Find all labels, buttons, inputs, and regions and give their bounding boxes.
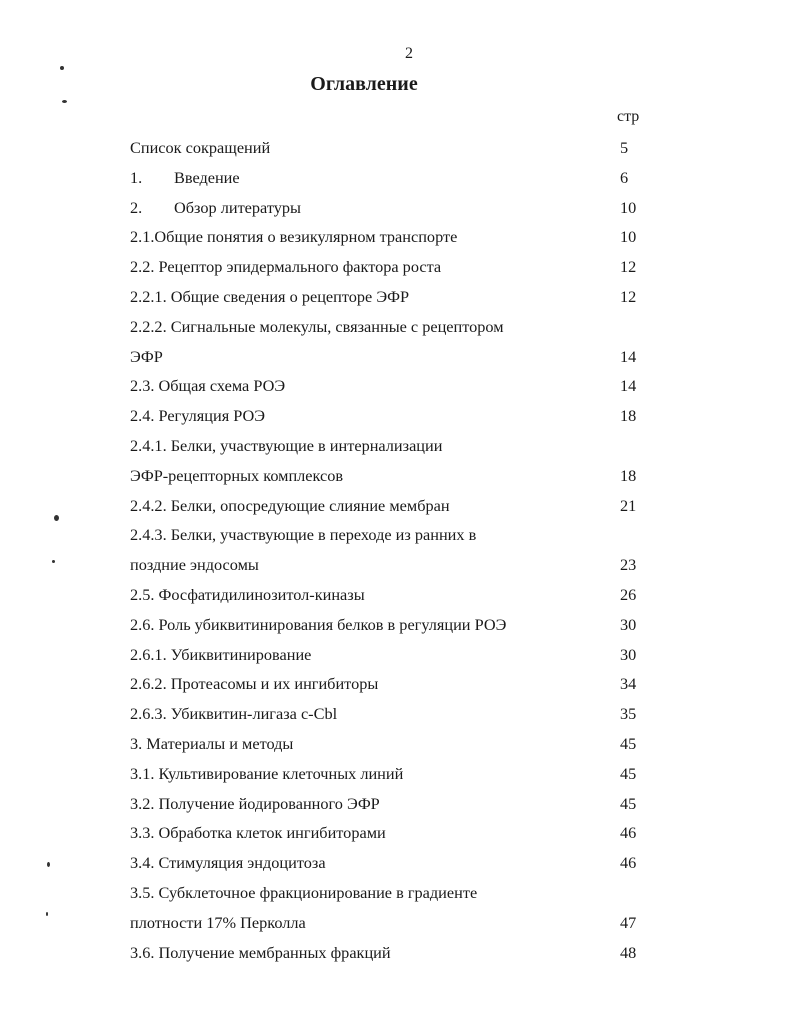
toc-entry	[130, 282, 650, 312]
toc-entry-page: 23	[620, 555, 637, 575]
toc-entry-page: 10	[620, 197, 637, 217]
toc-entry-number: 2.	[130, 197, 143, 217]
toc-entry	[130, 938, 650, 968]
toc-entry-title: Введение	[174, 167, 240, 187]
toc-entry-title: 2.4.3. Белки, участвующие в переходе из ранних в	[130, 525, 477, 545]
page-column-label: стр	[617, 108, 640, 125]
toc-entry-title: 2.3. Общая схема РОЭ	[130, 376, 286, 396]
toc-entry-page: 26	[620, 584, 637, 604]
toc-entry	[130, 610, 650, 640]
toc-entry	[130, 729, 650, 759]
toc-entry-title: 3.3. Обработка клеток ингибиторами	[130, 823, 386, 843]
toc-entry-page: 18	[620, 465, 637, 485]
toc-entry-title: 2.5. Фосфатидилинозитол-киназы	[130, 584, 365, 604]
toc-entry	[130, 371, 650, 401]
toc-entry-page: 47	[620, 912, 637, 932]
toc-entry-title: 2.2.2. Сигнальные молекулы, связанные с рецептором	[130, 316, 504, 336]
toc-entry	[130, 669, 650, 699]
toc-entry	[130, 818, 650, 848]
toc-entry-number: 1.	[130, 167, 143, 187]
toc-entry	[130, 789, 650, 819]
toc-entry-title: 2.6.1. Убиквитинирование	[130, 644, 312, 664]
toc-entry	[130, 759, 650, 789]
toc-entry	[130, 193, 650, 223]
scan-speck	[60, 66, 64, 70]
toc-entry-page: 45	[620, 733, 637, 753]
toc-entry-title: 2.4.1. Белки, участвующие в интернализации	[130, 435, 443, 455]
toc-entry	[130, 222, 650, 252]
toc-entry-page: 12	[620, 286, 637, 306]
scan-speck	[47, 862, 50, 867]
toc-entry	[130, 252, 650, 282]
toc-entry-title: 2.2.1. Общие сведения о рецепторе ЭФР	[130, 286, 410, 306]
toc-entry-title: 2.4. Регуляция РОЭ	[130, 406, 266, 426]
toc-entry-title: 2.1.Общие понятия о везикулярном транспорте	[130, 227, 458, 247]
toc-entry	[130, 312, 650, 342]
toc-entry-title: ЭФР	[130, 346, 163, 366]
toc-entry	[130, 401, 650, 431]
toc-entry-page: 6	[620, 167, 629, 187]
toc-entry	[130, 461, 650, 491]
toc-entry-page: 30	[620, 614, 637, 634]
toc-entry	[130, 848, 650, 878]
toc-entry-page: 46	[620, 853, 637, 873]
scan-speck	[62, 100, 67, 103]
toc-entry-title: поздние эндосомы	[130, 555, 259, 575]
toc-entry	[130, 342, 650, 372]
toc-entry-title: 3.2. Получение йодированного ЭФР	[130, 793, 380, 813]
page-title: Оглавление	[310, 73, 418, 95]
toc-entry-page: 46	[620, 823, 637, 843]
toc-entry	[130, 550, 650, 580]
toc-entry-page: 48	[620, 942, 637, 962]
scan-speck	[52, 560, 55, 563]
toc-entry-title: 3.4. Стимуляция эндоцитоза	[130, 853, 326, 873]
toc-entry-title: 2.6.3. Убиквитин-лигаза c-Cbl	[130, 704, 338, 724]
toc-entry-title: 2.4.2. Белки, опосредующие слияние мембран	[130, 495, 450, 515]
toc-entry-page: 30	[620, 644, 637, 664]
toc-entry-page: 34	[620, 674, 637, 694]
toc-entry	[130, 878, 650, 908]
toc-entry-title: 3.1. Культивирование клеточных линий	[130, 763, 404, 783]
toc-entry-title: плотности 17% Перколла	[130, 912, 306, 932]
table-of-contents	[130, 133, 650, 967]
toc-entry-page: 10	[620, 227, 637, 247]
toc-entry-page: 45	[620, 763, 637, 783]
toc-entry	[130, 520, 650, 550]
toc-entry	[130, 699, 650, 729]
toc-entry-page: 5	[620, 138, 629, 157]
toc-entry-title: 2.6. Роль убиквитинирования белков в регуляции РОЭ	[130, 614, 507, 634]
toc-entry	[130, 908, 650, 938]
toc-entry-page: 21	[620, 495, 637, 515]
scan-speck	[46, 912, 48, 916]
page-number: 2	[405, 45, 413, 62]
toc-entry-page: 14	[620, 376, 637, 396]
toc-entry-title: 2.2. Рецептор эпидермального фактора роста	[130, 257, 442, 277]
toc-entry-title: 2.6.2. Протеасомы и их ингибиторы	[130, 674, 379, 694]
toc-entry	[130, 580, 650, 610]
toc-entry	[130, 133, 650, 163]
toc-entry-page: 45	[620, 793, 637, 813]
toc-entry-page: 35	[620, 704, 637, 724]
toc-entry-page: 18	[620, 406, 637, 426]
toc-entry	[130, 491, 650, 521]
toc-entry-page: 12	[620, 257, 637, 277]
toc-entry-title: Обзор литературы	[174, 197, 301, 217]
toc-entry-title: ЭФР-рецепторных комплексов	[130, 465, 344, 485]
toc-entry-title: 3.5. Субклеточное фракционирование в градиенте	[130, 882, 478, 902]
toc-entry-title: 3.6. Получение мембранных фракций	[130, 942, 391, 962]
toc-entry	[130, 431, 650, 461]
toc-entry-page: 14	[620, 346, 637, 366]
toc-entry-title: Список сокращений	[130, 138, 271, 157]
scan-speck	[54, 515, 59, 521]
toc-entry-title: 3. Материалы и методы	[130, 733, 294, 753]
toc-entry	[130, 640, 650, 670]
toc-entry	[130, 163, 650, 193]
